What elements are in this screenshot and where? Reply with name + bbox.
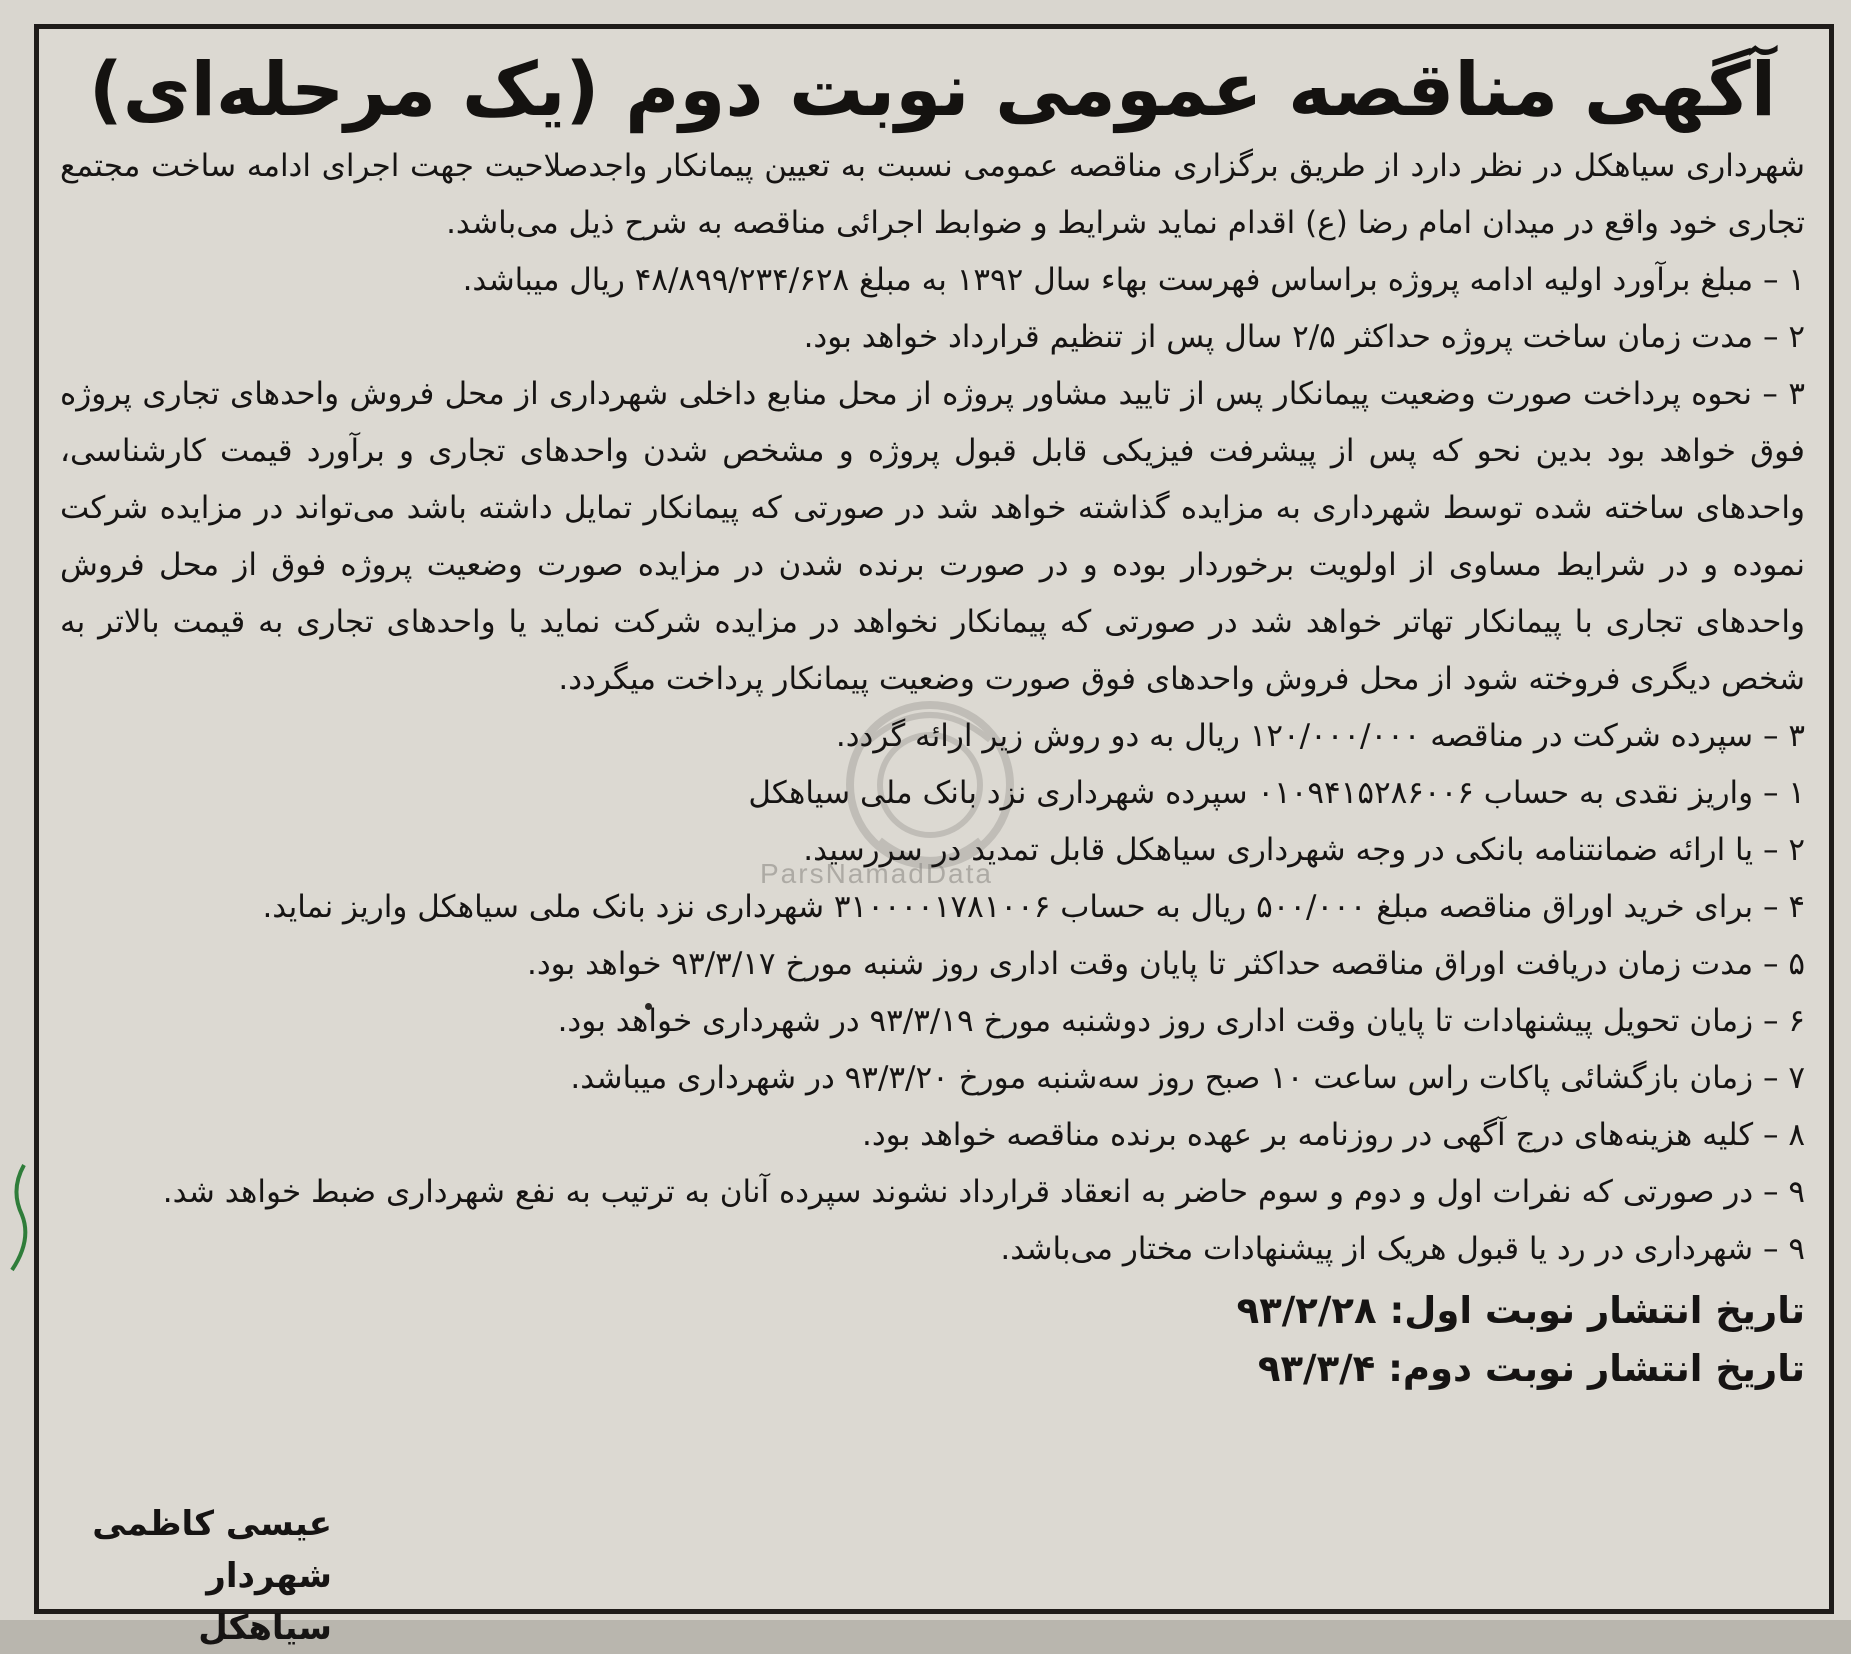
margin-handwriting-icon [2,1160,32,1280]
notice-item: ۷ – زمان بازگشائی پاکات راس ساعت ۱۰ صبح روز سه‌شنبه مورخ ۹۳/۳/۲۰ در شهرداری میباشد. [570,1060,1805,1096]
notice-item: ۱ – واریز نقدی به حساب ۰۱۰۹۴۱۵۲۸۶۰۰۶ سپرده شهرداری نزد بانک ملی سیاهکل [748,775,1805,811]
publication-dates [60,1282,1805,1398]
notice-item: ۴ – برای خرید اوراق مناقصه مبلغ ۵۰۰/۰۰۰ ریال به حساب ۳۱۰۰۰۰۱۷۸۱۰۰۶ شهرداری نزد بانک ملی سیاهکل واریز نماید. [262,889,1805,925]
notice-item: ۱ – مبلغ برآورد اولیه ادامه پروژه براساس فهرست بهاء سال ۱۳۹۲ به مبلغ ۴۸/۸۹۹/۲۳۴/۶۲۸ ریال میباشد. [462,262,1805,298]
mayor-title: شهردار سیاهکل [198,1556,332,1648]
second-publication-date: تاریخ انتشار نوبت دوم: ۹۳/۳/۴ [1257,1347,1805,1390]
watermark-text: ParsNamadData [760,858,993,889]
notice-item: ۵ – مدت زمان دریافت اوراق مناقصه حداکثر تا پایان وقت اداری روز شنبه مورخ ۹۳/۳/۱۷ خواهد بود. [527,946,1805,982]
first-publication-date: تاریخ انتشار نوبت اول: ۹۳/۲/۲۸ [1236,1289,1805,1332]
notice-item: ۲ – یا ارائه ضمانتنامه بانکی در وجه شهرداری سیاهکل قابل تمدید در سررسید. [803,832,1805,868]
notice-item: ۶ – زمان تحویل پیشنهادات تا پایان وقت اداری روز دوشنبه مورخ ۹۳/۳/۱۹ در شهرداری خواهد بود. [557,1003,1805,1039]
notice-item: ۲ – مدت زمان ساخت پروژه حداکثر ۲/۵ سال پس از تنظیم قرارداد خواهد بود. [803,319,1805,355]
signature-block [72,1498,332,1654]
notice-items [60,252,1805,1278]
notice-item: ۸ – کلیه هزینه‌های درج آگهی در روزنامه بر عهده برنده مناقصه خواهد بود. [862,1117,1805,1153]
notice-intro: شهرداری سیاهکل در نظر دارد از طریق برگزاری مناقصه عمومی نسبت به تعیین پیمانکار واجدصلاحیت جهت اجرای ادامه ساخت مجتمع تجاری خود واقع در میدان امام رضا (ع) اقدام نماید شرایط و ضوابط اجرائی مناقصه به شرح ذیل می‌باشد. [60,148,1805,241]
mayor-name: عیسی کاظمی [92,1504,332,1544]
notice-item: ۳ – سپرده شرکت در مناقصه ۱۲۰/۰۰۰/۰۰۰ ریال به دو روش زیر ارائه گردد. [835,718,1805,754]
notice-title: آگهی مناقصه عمومی نوبت دوم (یک مرحله‌ای) [88,47,1777,133]
tender-notice [60,44,1805,1398]
notice-item: ۳ – نحوه پرداخت صورت وضعیت پیمانکار پس از تایید مشاور پروژه از محل منابع داخلی شهرداری از محل فروش واحدهای تجاری پروژه فوق خواهد بود بدین نحو که پس از پیشرفت فیزیکی قابل قبول پروژه و مشخص شدن واحدهای تجاری و برآورد قیمت کارشناسی، واحدهای ساخته شده توسط شهرداری به مزایده گذاشته خواهد شد در صورتی که پیمانکار تمایل داشته باشد می‌تواند در مزایده شرکت نموده و در شرایط مساوی از اولویت برخوردار بوده و در صورت برنده شدن در مزایده صورت وضعیت پروژه فوق از محل فروش واحدهای تجاری با پیمانکار تهاتر خواهد شد در صورتی که پیمانکار نخواهد در مزایده شرکت نماید یا واحدهای تجاری به قیمت بالاتر به شخص دیگری فروخته شود از محل فروش واحدهای فوق صورت وضعیت پیمانکار پرداخت میگردد. [60,376,1805,697]
notice-item: ۹ – شهرداری در رد یا قبول هریک از پیشنهادات مختار می‌باشد. [1000,1231,1805,1267]
notice-item: ۹ – در صورتی که نفرات اول و دوم و سوم حاضر به انعقاد قرارداد نشوند سپرده آنان به ترتیب به نفع شهرداری ضبط خواهد شد. [162,1174,1805,1210]
